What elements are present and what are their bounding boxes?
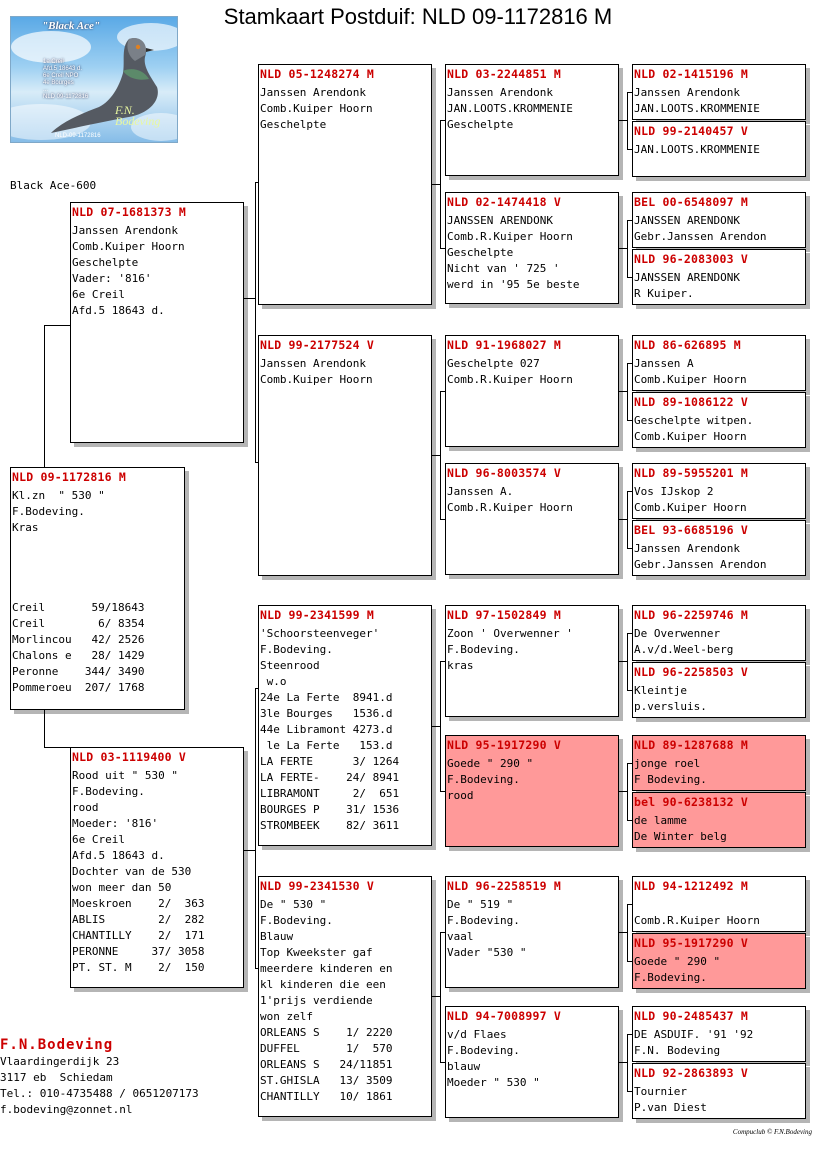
pedigree-card	[632, 792, 806, 848]
card-details	[633, 810, 805, 845]
card-line: Kl.zn " 530 "	[12, 489, 105, 502]
tree-connector	[255, 968, 258, 969]
card-line: Comb.R.Kuiper Hoorn	[447, 230, 573, 243]
ring-number: NLD 99-2140457 V	[634, 124, 748, 138]
card-line: ORLEANS S 24/11851	[260, 1058, 393, 1071]
tree-connector	[255, 688, 256, 968]
ring-number: NLD 90-2485437 M	[634, 1009, 748, 1023]
card-line: Dochter van de 530	[72, 865, 192, 878]
pedigree-card	[632, 1006, 806, 1062]
card-line: Moeskroen 2/ 363	[72, 897, 205, 910]
card-line: meerdere kinderen en	[260, 962, 393, 975]
ring-number: NLD 94-7008997 V	[447, 1009, 561, 1023]
card-details	[11, 485, 184, 696]
card-line: ABLIS 2/ 282	[72, 913, 205, 926]
card-line: LA FERTE- 24/ 8941	[260, 771, 400, 784]
tree-connector	[44, 325, 70, 326]
pedigree-card	[445, 463, 619, 575]
card-line: Janssen Arendonk	[634, 86, 740, 99]
ring-number: NLD 86-626895 M	[634, 338, 741, 352]
card-line: Morlincou 42/ 2526	[12, 633, 145, 646]
card-line: Geschelpte	[72, 256, 139, 269]
card-line: Kras	[12, 521, 39, 534]
tree-connector	[619, 248, 627, 249]
tree-connector	[619, 519, 627, 520]
ring-number: NLD 96-2259746 M	[634, 608, 748, 622]
ring-number: NLD 97-1502849 M	[447, 608, 561, 622]
card-details	[633, 139, 805, 158]
tree-connector	[432, 996, 440, 997]
card-line: Afd.5 18643 d.	[72, 304, 165, 317]
card-line: w.o	[260, 675, 287, 688]
card-details	[633, 1081, 805, 1116]
card-line: Pommeroeu 207/ 1768	[12, 681, 145, 694]
card-line: R Kuiper.	[634, 287, 694, 300]
tree-connector	[255, 462, 258, 463]
card-line	[12, 536, 184, 552]
card-line: BOURGES P 31/ 1536	[260, 803, 400, 816]
card-line: Comb.Kuiper Hoorn	[260, 102, 373, 115]
photo-name: "Black Ace"	[42, 20, 100, 32]
ring-number: NLD 96-2258519 M	[447, 879, 561, 893]
card-details	[633, 481, 805, 516]
pigeon-photo	[10, 16, 178, 143]
card-line: Moeder: '816'	[72, 817, 159, 830]
tree-connector	[627, 363, 628, 420]
card-line: F.Bodeving.	[260, 914, 333, 927]
card-line: P.van Diest	[634, 1101, 707, 1114]
tree-connector	[440, 120, 445, 121]
card-line: DUFFEL 1/ 570	[260, 1042, 393, 1055]
card-line: Comb.R.Kuiper Hoorn	[447, 501, 573, 514]
card-line: Tournier	[634, 1085, 687, 1098]
card-line: F.Bodeving.	[72, 785, 145, 798]
tree-connector	[432, 726, 440, 727]
card-line: jonge roel	[634, 757, 701, 770]
ring-number: NLD 96-2083003 V	[634, 252, 748, 266]
pedigree-card	[445, 192, 619, 304]
card-line: ST.GHISLA 13/ 3509	[260, 1074, 393, 1087]
card-line: Comb.Kuiper Hoorn	[634, 430, 747, 443]
tree-connector	[44, 710, 45, 747]
ring-number: NLD 96-2258503 V	[634, 665, 748, 679]
card-line: vaal	[447, 930, 474, 943]
card-details	[259, 623, 431, 834]
card-line: F Bodeving.	[634, 773, 707, 786]
ring-number: NLD 09-1172816 M	[12, 470, 126, 484]
pedigree-card	[445, 735, 619, 847]
card-line: Blauw	[260, 930, 294, 943]
card-line: F.Bodeving.	[12, 505, 85, 518]
card-details	[446, 1024, 618, 1091]
pedigree-card	[632, 335, 806, 391]
owner-name: F.N.Bodeving	[0, 1037, 114, 1053]
photo-text-line: 6e Creil NPO	[43, 73, 79, 79]
tree-connector	[627, 690, 632, 691]
card-line: CHANTILLY 10/ 1861	[260, 1090, 393, 1103]
card-details	[446, 210, 618, 293]
card-line: Geschelpte witpen.	[634, 414, 754, 427]
pedigree-card	[632, 1063, 806, 1119]
tree-connector	[619, 1062, 627, 1063]
tree-connector	[627, 277, 632, 278]
card-line: LIBRAMONT 2/ 651	[260, 787, 400, 800]
tree-connector	[627, 820, 632, 821]
card-line: rood	[72, 801, 99, 814]
card-line: LA FERTE 3/ 1264	[260, 755, 400, 768]
card-line	[634, 897, 805, 913]
card-line: Goede " 290 "	[634, 955, 721, 968]
tree-connector	[432, 455, 440, 456]
tree-connector	[255, 182, 258, 183]
card-line: Moeder " 530 "	[447, 1076, 540, 1089]
card-details	[633, 538, 805, 573]
card-line: F.Bodeving.	[260, 643, 333, 656]
card-line: kras	[447, 659, 474, 672]
card-line: Janssen Arendonk	[447, 86, 553, 99]
owner-block	[0, 1036, 199, 1118]
card-details	[259, 353, 431, 388]
pedigree-card	[632, 121, 806, 177]
card-line: Creil 6/ 8354	[12, 617, 145, 630]
tree-connector	[627, 763, 628, 820]
card-line: v/d Flaes	[447, 1028, 507, 1041]
card-line: Steenrood	[260, 659, 320, 672]
tree-connector	[619, 791, 627, 792]
ring-number: NLD 89-1086122 V	[634, 395, 748, 409]
ring-number: NLD 95-1917290 V	[634, 936, 748, 950]
tree-connector	[432, 184, 440, 185]
card-line: JAN.LOOTS.KROMMENIE	[634, 143, 760, 156]
card-line	[12, 552, 184, 568]
card-line: de lamme	[634, 814, 687, 827]
pedigree-card	[445, 605, 619, 717]
card-details	[633, 951, 805, 986]
ring-number: NLD 99-2177524 V	[260, 338, 374, 352]
card-details	[633, 82, 805, 117]
pedigree-card	[70, 202, 244, 443]
pedigree-card	[632, 662, 806, 718]
card-line: Vader: '816'	[72, 272, 152, 285]
pedigree-card	[445, 1006, 619, 1118]
tree-connector	[627, 92, 632, 93]
ring-number: NLD 89-5955201 M	[634, 466, 748, 480]
pedigree-card	[70, 747, 244, 988]
ring-number: NLD 92-2863893 V	[634, 1066, 748, 1080]
pedigree-card	[258, 605, 432, 846]
card-line: Peronne 344/ 3490	[12, 665, 145, 678]
card-line	[12, 584, 184, 600]
tree-connector	[440, 391, 441, 519]
card-line: F.N. Bodeving	[634, 1044, 721, 1057]
tree-connector	[440, 661, 441, 791]
tree-connector	[255, 182, 256, 462]
card-details	[446, 82, 618, 133]
ring-number: NLD 03-2244851 M	[447, 67, 561, 81]
tree-connector	[440, 120, 441, 248]
card-details	[446, 623, 618, 674]
card-line: 1'prijs verdiende	[260, 994, 373, 1007]
photo-text	[43, 59, 88, 101]
card-line: Vos IJskop 2	[634, 485, 714, 498]
tree-connector	[627, 633, 632, 634]
card-details	[633, 353, 805, 388]
ring-number: NLD 95-1917290 V	[447, 738, 561, 752]
tree-connector	[627, 363, 632, 364]
card-details	[633, 623, 805, 658]
owner-address: Vlaardingerdijk 23	[0, 1055, 120, 1068]
card-line: Janssen Arendonk	[72, 224, 178, 237]
card-line: F.Bodeving.	[447, 643, 520, 656]
pedigree-card	[632, 64, 806, 120]
tree-connector	[440, 1062, 445, 1063]
pedigree-card	[632, 463, 806, 519]
card-line: Comb.Kuiper Hoorn	[72, 240, 185, 253]
card-line: won zelf	[260, 1010, 313, 1023]
tree-connector	[627, 1091, 632, 1092]
photo-text-line: NLD 09-1172816	[43, 94, 89, 100]
tree-connector	[440, 391, 445, 392]
tree-connector	[255, 688, 258, 689]
tree-connector	[627, 220, 628, 277]
tree-connector	[627, 633, 628, 690]
tree-connector	[627, 763, 632, 764]
card-line: 6e Creil	[72, 288, 125, 301]
card-line: Geschelpte	[447, 246, 514, 259]
card-line: Nicht van ' 725 '	[447, 262, 560, 275]
card-details	[633, 410, 805, 445]
tree-connector	[440, 519, 445, 520]
card-details	[446, 481, 618, 516]
card-line: Geschelpte	[260, 118, 327, 131]
card-line: CHANTILLY 2/ 171	[72, 929, 205, 942]
card-line: Janssen A	[634, 357, 694, 370]
card-line: won meer dan 50	[72, 881, 172, 894]
card-line: Janssen Arendonk	[260, 86, 366, 99]
ring-number: NLD 07-1681373 M	[72, 205, 186, 219]
pedigree-card	[10, 467, 185, 710]
ring-number: NLD 99-2341599 M	[260, 608, 374, 622]
ring-number: NLD 94-1212492 M	[634, 879, 748, 893]
card-line: Kleintje	[634, 684, 687, 697]
card-line: Gebr.Janssen Arendon	[634, 558, 767, 571]
tree-connector	[440, 791, 445, 792]
card-line: 6e Creil	[72, 833, 125, 846]
tree-connector	[627, 491, 632, 492]
tree-connector	[627, 420, 632, 421]
card-line: Zoon ' Overwenner '	[447, 627, 573, 640]
photo-text-line: ...	[43, 87, 49, 93]
owner-city: 3117 eb Schiedam	[0, 1071, 113, 1084]
pedigree-card	[632, 933, 806, 989]
card-line: le La Ferte 153.d	[260, 739, 393, 752]
ring-number: NLD 99-2341530 V	[260, 879, 374, 893]
tree-connector	[619, 391, 627, 392]
card-details	[259, 82, 431, 133]
card-line: Comb.R.Kuiper Hoorn	[447, 373, 573, 386]
tree-connector	[627, 1034, 632, 1035]
pedigree-card	[632, 249, 806, 305]
card-details	[71, 765, 243, 976]
card-line: Janssen A.	[447, 485, 514, 498]
card-line: Goede " 290 "	[447, 757, 534, 770]
card-details	[633, 753, 805, 788]
pedigree-card	[632, 520, 806, 576]
pedigree-card	[445, 335, 619, 447]
card-line: JANSSEN ARENDONK	[447, 214, 553, 227]
ring-number: NLD 96-8003574 V	[447, 466, 561, 480]
card-details	[259, 894, 431, 1105]
tree-connector	[627, 904, 628, 961]
tree-connector	[44, 325, 45, 467]
card-line: Geschelpte 027	[447, 357, 540, 370]
pedigree-card	[445, 876, 619, 988]
tree-connector	[440, 248, 445, 249]
card-line: kl kinderen die een	[260, 978, 386, 991]
photo-text-line: Afd.5 18643 d.	[43, 66, 83, 72]
pedigree-card	[632, 735, 806, 791]
card-details	[633, 1024, 805, 1059]
card-line: 24e La Ferte 8941.d	[260, 691, 393, 704]
photo-text-line: 1e Creil	[43, 59, 64, 65]
card-line: A.v/d.Weel-berg	[634, 643, 734, 656]
pedigree-card	[632, 876, 806, 932]
owner-email: f.bodeving@zonnet.nl	[0, 1103, 133, 1116]
pedigree-card	[445, 64, 619, 176]
ring-number: NLD 03-1119400 V	[72, 750, 186, 764]
card-line: p.versluis.	[634, 700, 707, 713]
card-line: 44e Libramont 4273.d	[260, 723, 393, 736]
page-title: Stamkaart Postduif: NLD 09-1172816 M	[223, 4, 613, 29]
card-details	[633, 680, 805, 715]
card-line: F.Bodeving.	[447, 1044, 520, 1057]
card-line: F.Bodeving.	[634, 971, 707, 984]
card-line: Chalons e 28/ 1429	[12, 649, 145, 662]
ring-number: NLD 89-1287688 M	[634, 738, 748, 752]
tree-connector	[627, 961, 632, 962]
card-line: Vader "530 "	[447, 946, 527, 959]
card-line: PT. ST. M 2/ 150	[72, 961, 205, 974]
card-line: De " 530 "	[260, 898, 327, 911]
card-line: F.Bodeving.	[447, 914, 520, 927]
pedigree-card	[258, 64, 432, 305]
photo-ring: NLD-09-1172816	[55, 133, 101, 139]
photo-caption: F.N. Bodeving	[115, 103, 161, 128]
nickname-label: Black Ace-600	[10, 179, 97, 192]
card-line: Rood uit " 530 "	[72, 769, 178, 782]
card-line: Comb.R.Kuiper Hoorn	[634, 914, 760, 927]
card-line: De " 519 "	[447, 898, 514, 911]
card-line: Comb.Kuiper Hoorn	[634, 373, 747, 386]
tree-connector	[627, 1034, 628, 1091]
card-line: Afd.5 18643 d.	[72, 849, 165, 862]
owner-phone: Tel.: 010-4735488 / 0651207173	[0, 1087, 199, 1100]
card-line: JAN.LOOTS.KROMMENIE	[634, 102, 760, 115]
card-line: blauw	[447, 1060, 481, 1073]
tree-connector	[627, 491, 628, 548]
ring-number: BEL 00-6548097 M	[634, 195, 748, 209]
card-line	[12, 568, 184, 584]
tree-connector	[440, 932, 445, 933]
card-line: PERONNE 37/ 3058	[72, 945, 205, 958]
card-line: ORLEANS S 1/ 2220	[260, 1026, 393, 1039]
card-line: 'Schoorsteenveger'	[260, 627, 380, 640]
tree-connector	[619, 120, 627, 121]
card-details	[633, 267, 805, 302]
card-line: Top Kweekster gaf	[260, 946, 373, 959]
card-line: Comb.Kuiper Hoorn	[260, 373, 373, 386]
pedigree-card	[258, 876, 432, 1117]
ring-number: NLD 02-1415196 M	[634, 67, 748, 81]
tree-connector	[440, 932, 441, 1062]
card-line: JANSSEN ARENDONK	[634, 271, 740, 284]
card-line: Geschelpte	[447, 118, 514, 131]
photo-text-line: 4e Bourges	[43, 80, 74, 86]
card-line: JAN.LOOTS.KROMMENIE	[447, 102, 573, 115]
card-details	[446, 894, 618, 961]
tree-connector	[44, 747, 70, 748]
tree-connector	[627, 220, 632, 221]
ring-number: bel 90-6238132 V	[634, 795, 748, 809]
tree-connector	[244, 850, 255, 851]
tree-connector	[440, 661, 445, 662]
card-line: 3le Bourges 1536.d	[260, 707, 393, 720]
card-line: STROMBEEK 82/ 3611	[260, 819, 400, 832]
pedigree-card	[632, 392, 806, 448]
card-line: rood	[447, 789, 474, 802]
card-details	[633, 210, 805, 245]
tree-connector	[619, 661, 627, 662]
ring-number: BEL 93-6685196 V	[634, 523, 748, 537]
tree-connector	[627, 904, 632, 905]
ring-number: NLD 91-1968027 M	[447, 338, 561, 352]
card-details	[633, 894, 805, 929]
ring-number: NLD 05-1248274 M	[260, 67, 374, 81]
card-line: Comb.Kuiper Hoorn	[634, 501, 747, 514]
tree-connector	[627, 548, 632, 549]
tree-connector	[627, 92, 628, 149]
pedigree-card	[632, 605, 806, 661]
card-line: werd in '95 5e beste	[447, 278, 580, 291]
card-details	[71, 220, 243, 319]
card-line: JANSSEN ARENDONK	[634, 214, 740, 227]
ring-number: NLD 02-1474418 V	[447, 195, 561, 209]
pedigree-card	[258, 335, 432, 576]
footer-credit: Compuclub © F.N.Bodeving	[732, 1128, 812, 1136]
card-line: Janssen Arendonk	[634, 542, 740, 555]
card-line: De Winter belg	[634, 830, 727, 843]
card-line: De Overwenner	[634, 627, 721, 640]
card-line: F.Bodeving.	[447, 773, 520, 786]
card-line: Gebr.Janssen Arendon	[634, 230, 767, 243]
card-line: Creil 59/18643	[12, 601, 145, 614]
card-line: Janssen Arendonk	[260, 357, 366, 370]
tree-connector	[244, 298, 255, 299]
tree-connector	[627, 149, 632, 150]
card-details	[446, 353, 618, 388]
card-details	[446, 753, 618, 804]
pedigree-card	[632, 192, 806, 248]
tree-connector	[619, 932, 627, 933]
card-line: DE ASDUIF. '91 '92	[634, 1028, 754, 1041]
